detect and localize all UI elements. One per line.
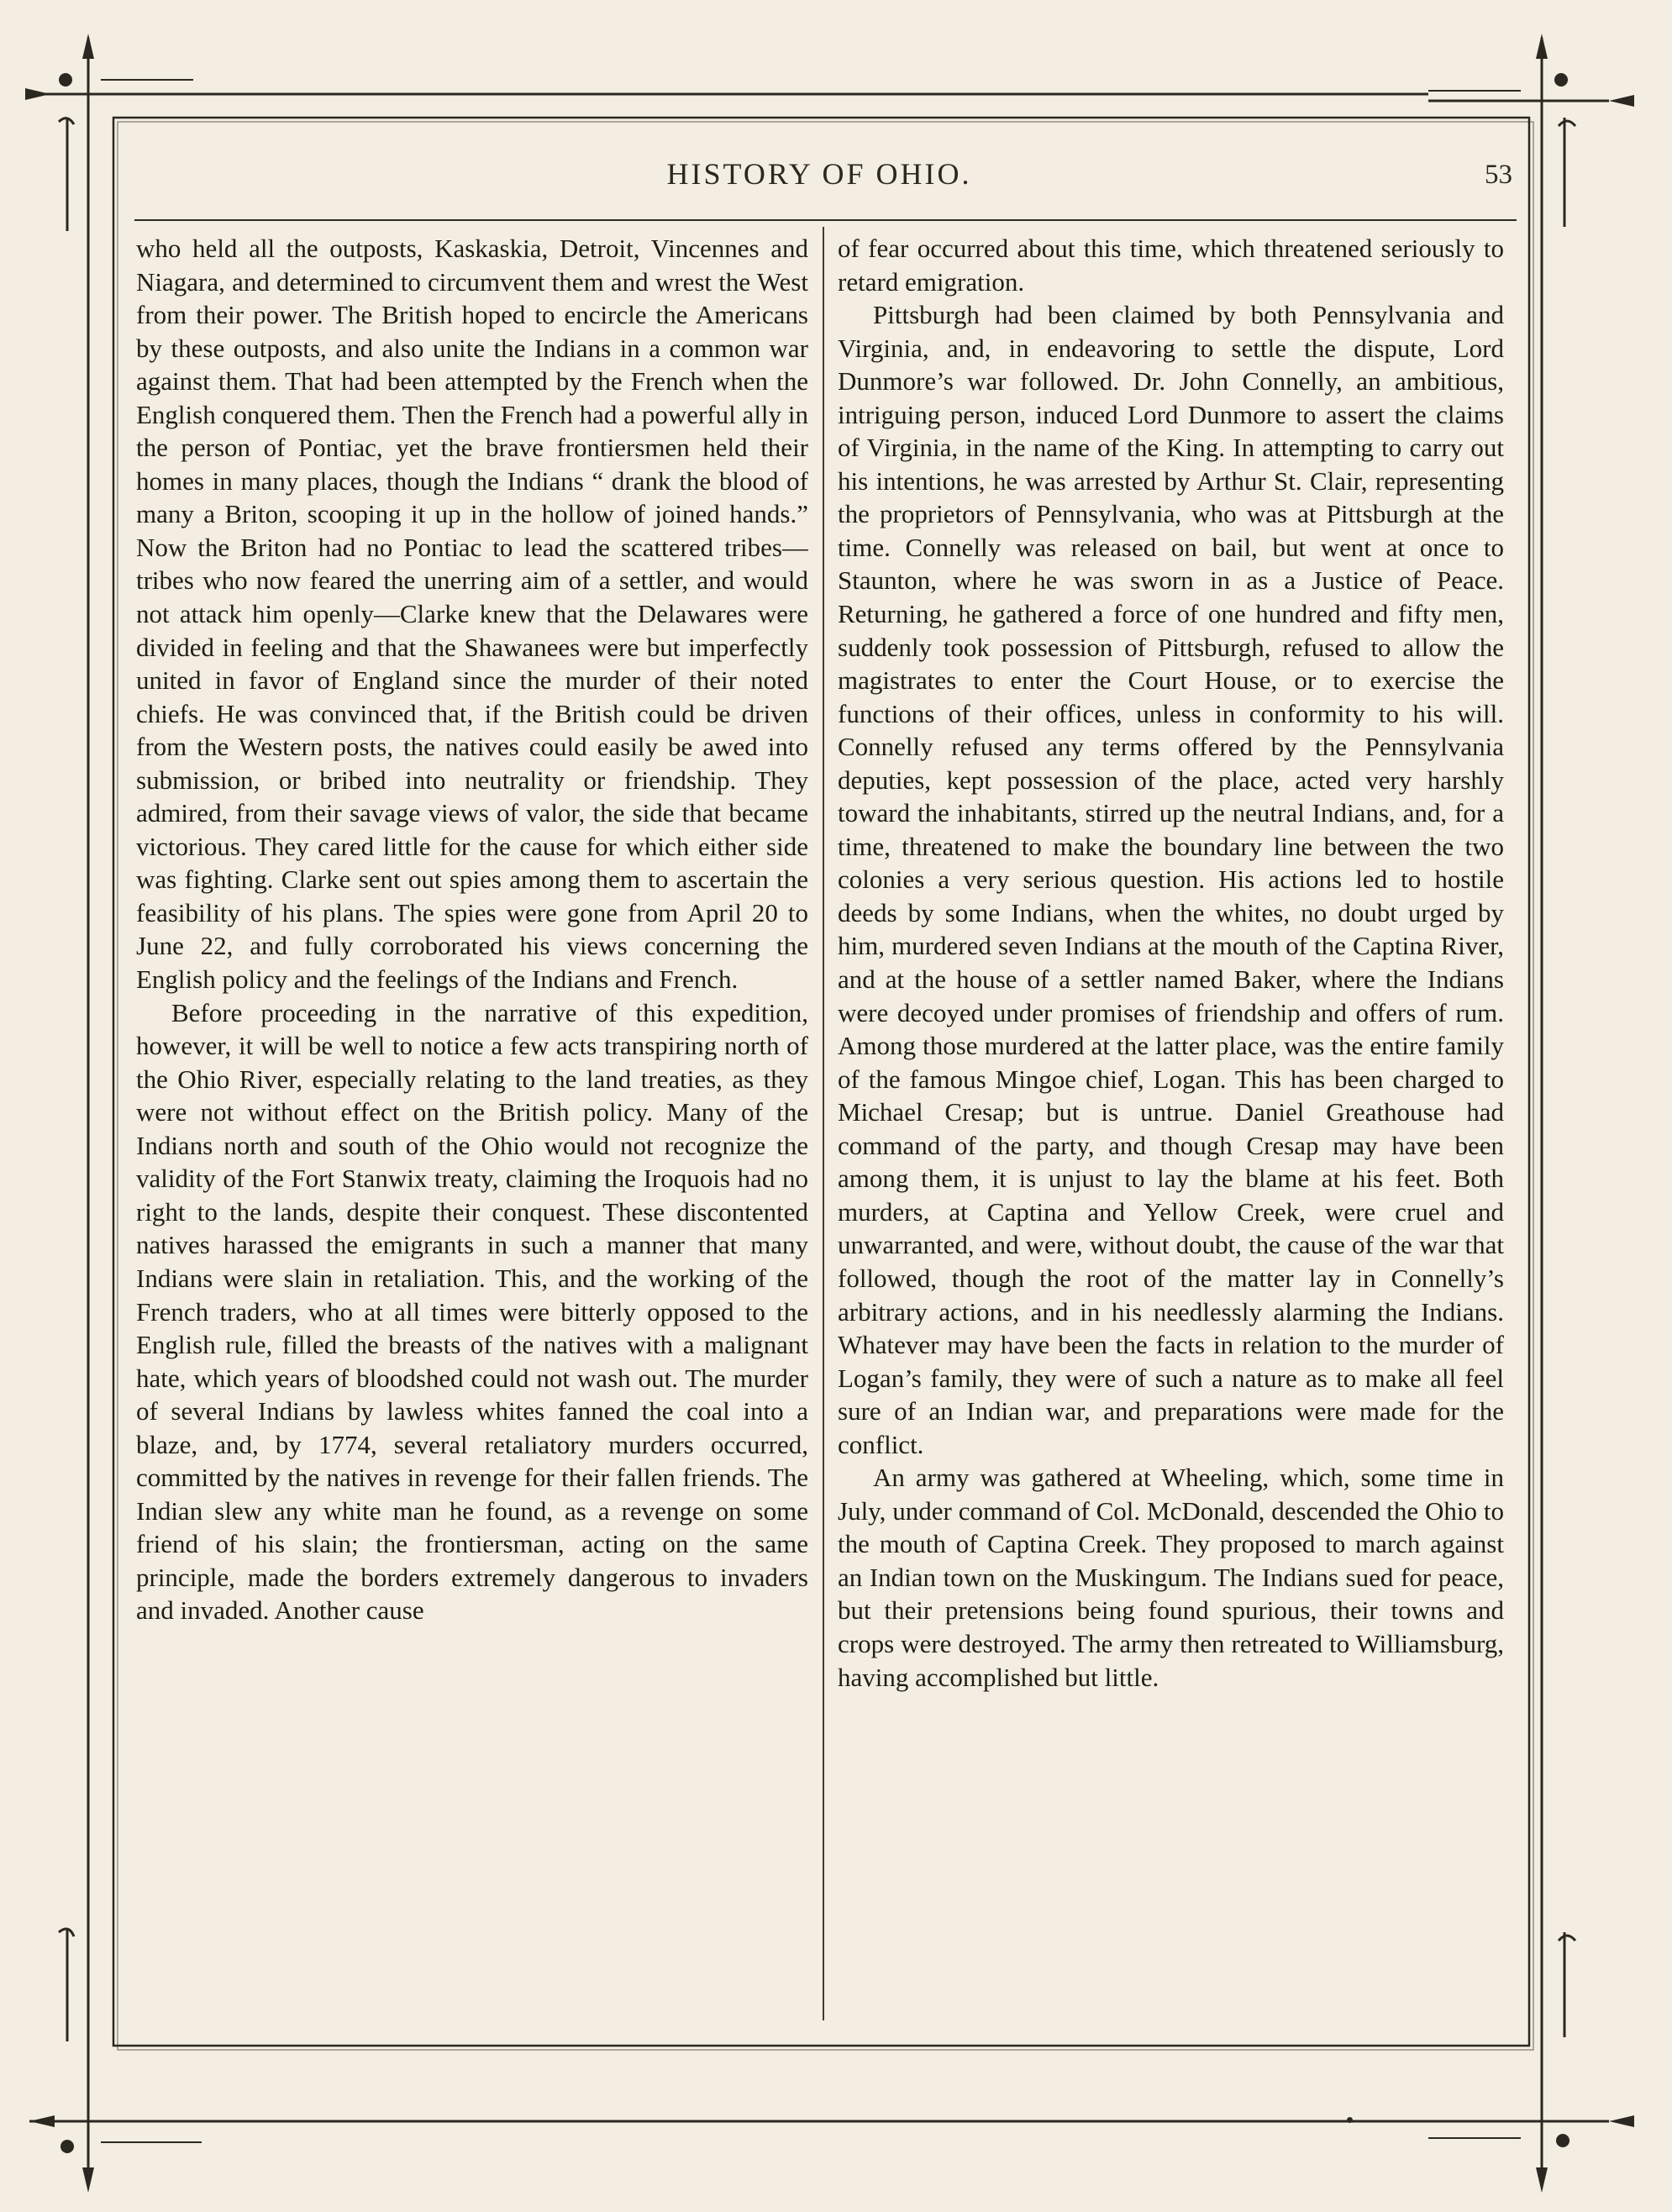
right-text-column (838, 232, 1504, 2013)
corner-ornament-top-right (1536, 34, 1634, 107)
flourish-right-top (1559, 118, 1575, 227)
corner-ornament-top-left (25, 34, 94, 100)
flourish-left-top (59, 118, 74, 231)
corner-scroll-top-right (1554, 73, 1568, 87)
left-paragraph-2: Before proceeding in the narrative of this expedition, however, it will be well to notice a few acts transpiring north of the Ohio River, especially relating to the land treaties, as they were not without effect on the British policy. Many of the Indians north and south of the Ohio would not recognize the validity of the Fort Stanwix treaty, claiming the Iroquois had no right to the lands, despite their conquest. These discontented natives harassed the emigrants in such a manner that many Indians were slain in retaliation. This, and the working of the French traders, who at all times were bitterly opposed to the English rule, filled the breasts of the natives with a malignant hate, which years of bloodshed could not wash out. The murder of several Indians by lawless whites fanned the coal into a blaze, and, by 1774, several retaliatory murders occurred, committed by the natives in revenge for their fallen friends. The Indian slew any white man he found, as a revenge on some friend of his slain; the frontiersman, acting on the same principle, made the borders extremely dangerous to invaders and invaded. Another cause (136, 997, 808, 1626)
corner-ornament-bottom-right (1536, 2115, 1634, 2193)
left-text-column (136, 232, 808, 2013)
running-head-title: HISTORY OF OHIO. (666, 157, 972, 191)
corner-scroll-bottom-right (1556, 2134, 1569, 2147)
ink-speck (1347, 2117, 1353, 2123)
corner-scroll-bottom-left (60, 2140, 74, 2153)
right-paragraph-1: of fear occurred about this time, which threatened seriously to retard emigration. (838, 234, 1504, 297)
right-paragraph-2: Pittsburgh had been claimed by both Pennsylvania and Virginia, and, in endeavoring to settle the dispute, Lord Dunmore’s war followed. Dr. John Connelly, an ambitious, intriguing person, induced Lord Dunmore to assert the claims of Virginia, in the name of the King. In attempting to carry out his intentions, he was arrested by Arthur St. Clair, representing the proprietors of Pennsylvania, who was at Pittsburgh at the time. Connelly was released on bail, but went at once to Staunton, where he was sworn in as a Justice of Peace. Returning, he gathered a force of one hundred and fifty men, suddenly took possession of Pittsburgh, refused to allow the magistrates to enter the Court House, or to exercise the functions of their offices, unless in conformity to his will. Connelly refused any terms offered by the Pennsylvania deputies, kept possession of the place, acted very harshly toward the inhabitants, stirred up the neutral Indians, and, for a time, threatened to make the boundary line between the two colonies a very serious question. His actions led to hostile deeds by some Indians, when the whites, no doubt urged by him, murdered seven Indians at the mouth of the Captina River, and at the house of a settler named Baker, where the Indians were decoyed under promises of friendship and offers of rum. Among those murdered at the latter place, was the entire family of the famous Mingoe chief, Logan. This has been charged to Michael Cresap; but is untrue. Daniel Greathouse had command of the party, and though Cresap may have been among them, it is unjust to lay the blame at his feet. Both murders, at Captina and Yellow Creek, were cruel and unwarranted, and were, without doubt, the cause of the war that followed, though the root of the matter lay in Connelly’s arbitrary actions, and in his needlessly alarming the Indians. Whatever may have been the facts in relation to the murder of Logan’s family, they were of such a nature as to make all feel sure of an Indian war, and preparations were made for the conflict. (838, 300, 1504, 1459)
corner-ornament-bottom-left (29, 2115, 94, 2193)
right-paragraph-3: An army was gathered at Wheeling, which, some time in July, under command of Col. McDonald, descended the Ohio to the mouth of Captina Creek. They proposed to march against an Indian town on the Muskingum. The Indians sued for peace, but their pretensions being found spurious, their towns and crops were destroyed. The army then retreated to Williamsburg, having accomplished but little. (838, 1463, 1504, 1692)
flourish-left-bottom (59, 1928, 74, 2041)
left-paragraph-1: who held all the outposts, Kaskaskia, Detroit, Vincennes and Niagara, and determined to circumvent them and wrest the West from their power. The British hoped to encircle the Americans by these outposts, and also unite the Indians in a common war against them. That had been attempted by the French when the English conquered them. Then the French had a powerful ally in the person of Pontiac, yet the brave frontiersmen held their homes in many places, though the Indians “ drank the blood of many a Briton, scooping it up in the hollow of joined hands.” Now the Briton had no Pontiac to lead the scattered tribes—tribes who now feared the unerring aim of a settler, and would not attack him openly—Clarke knew that the Delawares were divided in feeling and that the Shawanees were but imperfectly united in favor of England since the murder of their noted chiefs. He was convinced that, if the British could be driven from the Western posts, the natives could easily be awed into submission, or bribed into neutrality or friendship. They admired, from their savage views of valor, the side that became victorious. They cared little for the cause for which either side was fighting. Clarke sent out spies among them to ascertain the feasibility of his plans. The spies were gone from April 20 to June 22, and fully corroborated his views concerning the English policy and the feelings of the Indians and French. (136, 234, 808, 995)
page-number: 53 (1485, 160, 1512, 190)
corner-scroll-top-left (59, 73, 72, 87)
flourish-right-bottom (1559, 1932, 1575, 2037)
